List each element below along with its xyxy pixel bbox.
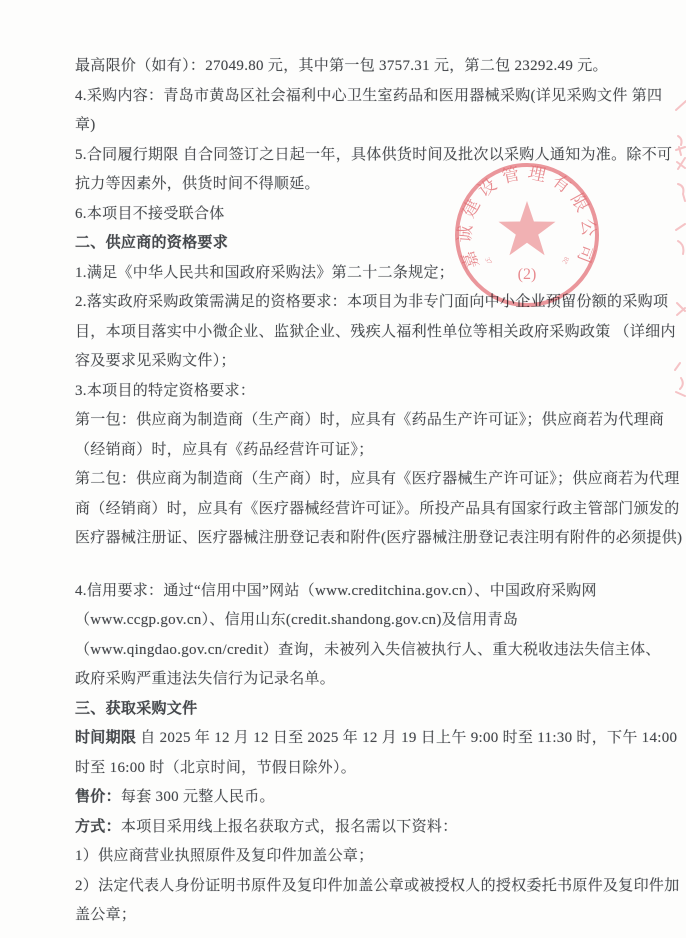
document-line <box>75 436 650 466</box>
line-text: 时至 16:00 时（北京时间，节假日除外）。 <box>75 759 357 776</box>
document-line <box>75 724 678 754</box>
seal-code-left: 37 <box>483 256 494 267</box>
document-line <box>75 406 665 436</box>
document-line <box>75 636 661 666</box>
line-text: （www.qingdao.gov.cn/credit）查询，未被列入失信被执行人、重大税收违法失信主体、 <box>75 641 661 658</box>
document-line <box>75 901 650 931</box>
line-text: （www.ccgp.gov.cn）、信用山东(credit.shandong.gov.cn)及信用青岛 <box>75 612 519 628</box>
line-text: 医疗器械注册证、医疗器械注册登记表和附件(医疗器械注册登记表注明有附件的必须提供) <box>75 530 683 546</box>
line-text: 2.落实政府采购政策需满足的资格要求：本项目为非专门面向中小企业预留份额的采购项 <box>75 294 669 310</box>
document-line <box>75 259 650 289</box>
line-text: 政府采购严重违法失信行为记录名单。 <box>75 671 336 687</box>
line-heading: 售价： <box>75 789 121 805</box>
line-text: 盖公章； <box>75 907 137 923</box>
line-text: （经销商）时，应具有《药品经营许可证》； <box>75 441 374 458</box>
document-body <box>75 52 683 931</box>
line-text: 容及要求见采购文件）； <box>75 353 236 369</box>
document-line <box>75 842 650 872</box>
line-text: 自 2025 年 12 月 12 日至 2025 年 12 月 19 日上午 9:00 时至 11:30 时，下午 14:00 <box>136 730 678 746</box>
line-text: 4.信用要求：通过“信用中国”网站（www.creditchina.gov.cn）、中国政府采购网 <box>75 582 597 599</box>
line-text: 2）法定代表人身份证明书原件及复印件加盖公章或被授权人的授权委托书原件及复印件加 <box>75 877 680 894</box>
line-heading: 时间期限 <box>75 730 137 746</box>
document-line <box>75 524 683 554</box>
line-text: 章) <box>75 117 96 133</box>
line-text: 5.合同履行期限 自合同签订之日起一年，具体供货时间及批次以采购人通知为准。除不可 <box>75 146 673 163</box>
document-line <box>75 813 650 843</box>
line-text: 每套 300 元整人民币。 <box>120 789 275 805</box>
document-line <box>75 695 650 725</box>
document-line <box>75 141 673 171</box>
seal-number-label: (2) <box>517 266 537 283</box>
document-line <box>75 288 669 318</box>
document-line <box>75 318 676 348</box>
line-heading: 三、获取采购文件 <box>75 700 198 717</box>
line-heading: 二、供应商的资格要求 <box>75 235 229 251</box>
line-text: 抗力等因素外，供货时间不得顺延。 <box>75 176 320 192</box>
document-line <box>75 495 680 525</box>
document-line <box>75 606 650 636</box>
seal-code-right: 28 <box>560 255 572 266</box>
document-line <box>75 229 650 259</box>
line-text: 4.采购内容：青岛市黄岛区社会福利中心卫生室药品和医用器械采购(详见采购文件 第四 <box>75 87 663 104</box>
line-text: 最高限价（如有）：27049.80 元，其中第一包 3757.31 元，第二包 23292.49 元。 <box>75 58 608 74</box>
document-line <box>75 377 650 407</box>
seal-company-name: 嘉诚建设管理有限公司 <box>454 162 600 272</box>
line-text: 商（经销商）时，应具有《医疗器械经营许可证》。所投产品具有国家行政主管部门颁发的 <box>75 500 680 517</box>
line-text: 3.本项目的特定资格要求： <box>75 382 256 399</box>
document-line <box>75 82 663 112</box>
line-text: 第二包：供应商为制造商（生产商）时，应具有《医疗器械生产许可证》；供应商若为代理 <box>75 471 680 487</box>
document-line <box>75 577 650 607</box>
line-text: 第一包：供应商为制造商（生产商）时，应具有《药品生产许可证》；供应商若为代理商 <box>75 412 665 428</box>
document-line <box>75 872 680 902</box>
document-line <box>75 783 650 813</box>
document-line <box>75 200 650 230</box>
line-heading: 方式： <box>75 818 121 835</box>
document-line <box>75 665 650 695</box>
document-line <box>75 170 650 200</box>
line-text: 6.本项目不接受联合体 <box>75 205 225 222</box>
line-text: 目，本项目落实中小微企业、监狱企业、残疾人福利性单位等相关政府采购政策 （详细内 <box>75 323 676 340</box>
document-line <box>75 111 650 141</box>
document-line <box>75 465 680 495</box>
document-line <box>75 754 650 784</box>
document-line <box>75 347 650 377</box>
line-text: 本项目采用线上报名获取方式，报名需以下资料： <box>120 818 458 835</box>
document-line <box>75 52 650 82</box>
line-text: 1.满足《中华人民共和国政府采购法》第二十二条规定； <box>75 264 455 281</box>
line-text: 1）供应商营业执照原件及复印件加盖公章； <box>75 848 374 864</box>
